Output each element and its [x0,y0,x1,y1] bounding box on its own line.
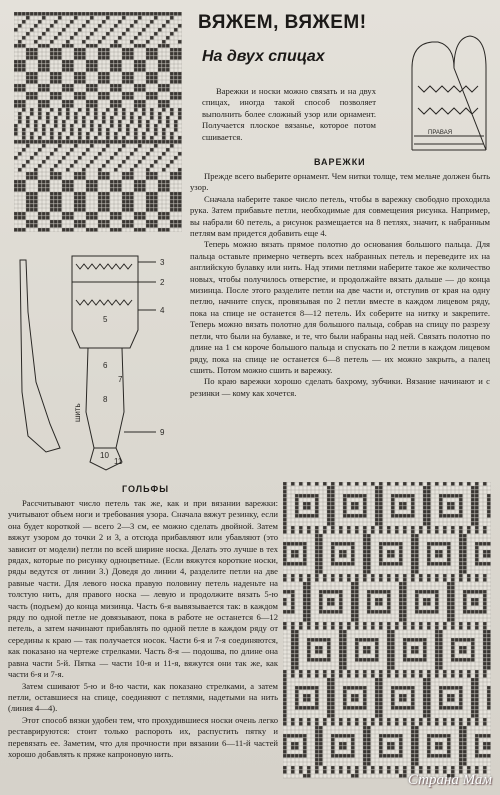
svg-text:шить: шить [73,403,82,422]
article-title: ВЯЖЕМ, ВЯЖЕМ! [198,12,367,33]
svg-text:8: 8 [103,395,108,404]
site-watermark: Страна Мам [407,772,492,788]
svg-text:9: 9 [160,428,165,437]
svg-text:2: 2 [160,278,165,287]
mitten-diagram [392,16,492,156]
svg-text:6: 6 [103,361,108,370]
socks-text: Рассчитывают число петель так же, как и при вязании варежки: учитывают объем ноги и требования узора. Сначала вяжут резинку, если она будет короткой — всего 2—3 см, ее можно сделать двойной. Затем вяжут узором до точки 2 и 3, а отсюда прибавляют или убавляют (это зависит от модели) петли по всей ширине носка. Делать это лучше в тех рядах, которые по рисунку одноцветные. (Если вяжутся короткие носки, ряды ведутся от линии 3.) Доведя до линии 4, разделите петли на две равные части. Для левого носка правую половину петель наденьте на толстую нить, для правого носка — левую и продолжите вязать 5-ю часть (подъем) до конца мизинца. Часть 6-я вывязывается так: в каждом ряду по одной петле не довязывают, пока в работе не останется 6—12 петель, а затем начинают прибавлять по одной петле в каждом ряду от середины к краю — так получается носок. Части 6-я и 7-я соединяются, как показано на чертеже стрелками. Часть 8-я — подошва, по длине она равна части 5-й. Пятка — части 10-я и 11-я, вяжутся они так же, как части 6-я и 7-я. Затем сшивают 5-ю и 8-ю части, как показано стрелками, а затем петли, оставшиеся на спице, соединяют с петлями, надетыми на нить (линия 4—4). Этот способ вязки удобен тем, что прохудившиеся носки очень легко реставрируются: стоит только распороть их, распустить пятку и перевязать ее. Заметим, что для прочности при вязании 6—11-й частей хорошо добавлять к пряже капроновую нить. [8,498,278,759]
svg-text:11: 11 [114,457,123,466]
svg-text:3: 3 [160,258,165,267]
socks-heading: ГОЛЬФЫ [122,484,170,494]
svg-text:10: 10 [100,451,109,460]
svg-text:5: 5 [103,315,108,324]
mitten-label: ПРАВАЯ [428,130,453,136]
sock-pattern-diagram [6,252,182,477]
pattern-chart-top [14,12,182,232]
intro-text: Варежки и носки можно связать и на двух спицах, иногда такой способ позволяет выполнить более сложный узор или орнамент. Получается плоское вязанье, которое потом сшивается. [202,86,376,142]
svg-text:7: 7 [118,375,123,384]
mittens-text: Прежде всего выберите орнамент. Чем нитки толще, тем мельче должен быть узор. Сначала наберите такое число петель, чтобы в варежку свободно проходила рука. Затем прибавьте петли, необходимые для совмещения рисунка. Например, вы набрали 60 петель, а рисунок размещается на 8 петлях, значит, к набранным петлям вам придется добавить еще 4. Теперь можно вязать прямое полотно до основания большого пальца. Для пальца оставьте примерно четверть всех набранных петель и переведите их на английскую булавку или нить. Над этими петлями наберите такое же количество новых, чтобы получилось отверстие, и продолжайте вязать дальше — до конца мизинца. После этого разделите петли на две части и, отступив от края на одну петлю, начните спуск, провязывая по 2 петли вместе в каждом лицевом ряду, пока на спице не останется 8—12 петель. Их соберите на нитку и закрепите. Теперь можно вязать полотно для большого пальца, собрав на спицу по разрезу петли, что были на булавке, и те, что были набраны над ней. Связать полотно по длине на 1 см короче большого пальца и спускать по 2 петли в каждом лицевом ряду, пока на спице не останется 6—8 петель — их можно закрыть, а палец сшить. Потом можно сшить и варежку. По краю варежки хорошо сделать бахрому, зубчики. Вязание начинают и с резинки — кому как хочется. [190,171,490,398]
pattern-chart-bottom [283,482,491,780]
svg-text:4: 4 [160,306,165,315]
mittens-heading: ВАРЕЖКИ [314,157,366,167]
article-subtitle: На двух спицах [202,48,325,65]
